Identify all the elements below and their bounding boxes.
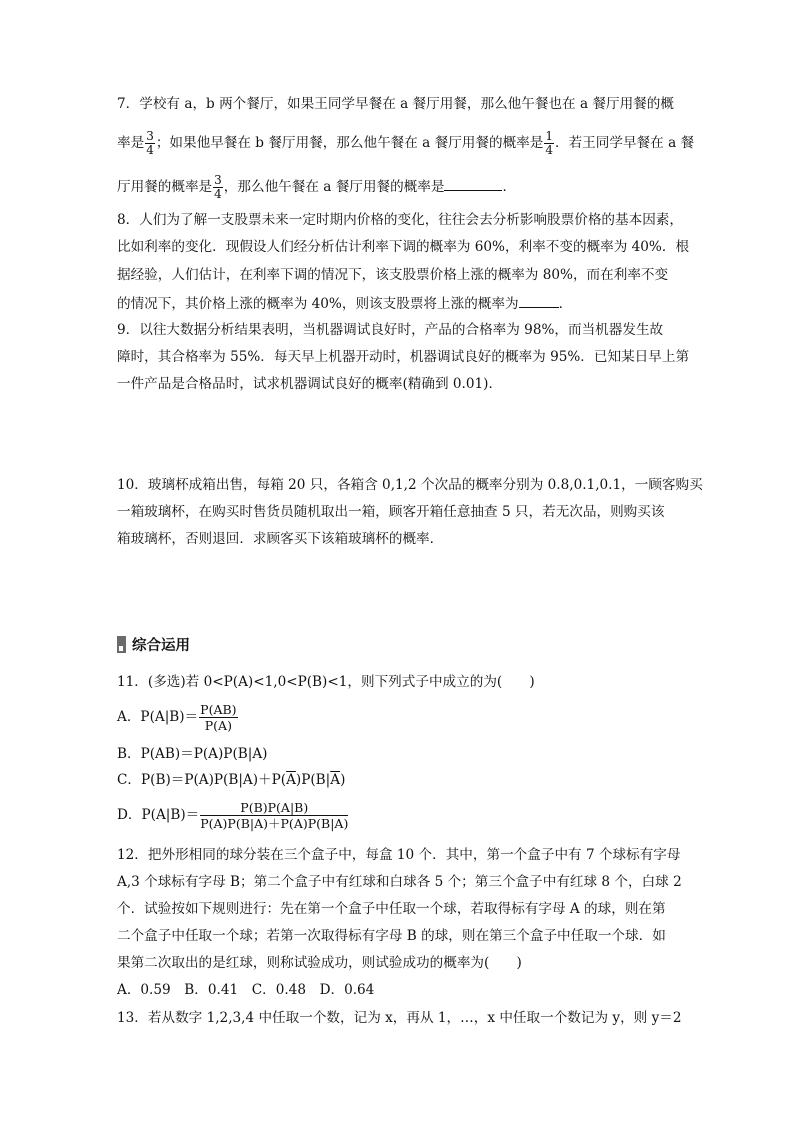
q8-text: ． bbox=[558, 296, 573, 312]
section-marker-icon bbox=[117, 636, 126, 653]
q12-options: A．0.59 B．0.41 C．0.48 D．0.64 bbox=[117, 982, 375, 998]
section-heading bbox=[117, 634, 190, 655]
fraction-3-4: $\frac{3}{4}$ bbox=[146, 129, 154, 157]
answer-blank bbox=[519, 293, 559, 308]
q7-line-2 bbox=[117, 130, 694, 157]
q7-text: ．若王同学早餐在 a 餐 bbox=[555, 135, 695, 151]
q8-line-3: 据经验，人们估计，在利率下调的情况下，该支股票价格上涨的概率为 80%，而在利率不变 bbox=[117, 267, 669, 283]
q11-stem: 11．(多选)若 0<P(A)<1,0<P(B)<1，则下列式子中成立的为( ) bbox=[117, 674, 535, 690]
q10-line-2: 一箱玻璃杯，在购买时售货员随机取出一箱，顾客开箱任意抽查 5 只，若无次品，则购买该 bbox=[117, 504, 665, 520]
answer-blank bbox=[444, 176, 502, 191]
q8-line-1: 8．人们为了解一支股票未来一定时期内价格的变化，往往会去分析影响股票价格的基本因素， bbox=[117, 212, 683, 228]
q8-line-2: 比如利率的变化．现假设人们经分析估计利率下调的概率为 60%，利率不变的概率为 40%．根 bbox=[117, 239, 690, 255]
q11-option-b: B．P(AB)＝P(A)P(B|A) bbox=[117, 746, 268, 762]
fraction: $\frac{P(B)P(A|B)}{P(A)P(B|A)+P(\overline{A})P(B|\overline{A})}$ bbox=[200, 800, 349, 831]
q9-line-2: 障时，其合格率为 55%．每天早上机器开动时，机器调试良好的概率为 95%．已知某日早上第 bbox=[117, 349, 690, 365]
q7-text: ；如果他早餐在 b 餐厅用餐，那么他午餐在 a 餐厅用餐的概率是 bbox=[155, 135, 544, 151]
q9-line-3: 一件产品是合格品时，试求机器调试良好的概率(精确到 0.01)． bbox=[117, 376, 503, 392]
q12-line-2: A,3 个球标有字母 B；第二个盒子中有红球和白球各 5 个；第三个盒子中有红球 8 个，白球 2 bbox=[117, 874, 682, 890]
q11-option-c: C．$P(B)=P(A)P(B|A)+P(\overline{A})P(B|\overline{A})$ bbox=[117, 772, 346, 788]
q11-option-a: A．P(A|B)＝ $\frac{P(AB)}{P(A)}$ bbox=[117, 702, 237, 733]
section-title: 综合运用 bbox=[132, 638, 190, 654]
q7-text: ． bbox=[502, 179, 517, 195]
q11-option-d: D．P(A|B)＝ $\frac{P(B)P(A|B)}{P(A)P(B|A)+P(\overline{A})P(B|\overline{A})}$ bbox=[117, 800, 349, 831]
q12-line-1: 12．把外形相同的球分装在三个盒子中，每盒 10 个．其中，第一个盒子中有 7 个球标有字母 bbox=[117, 847, 681, 863]
q7-line-3 bbox=[117, 174, 516, 201]
q9-line-1: 9．以往大数据分析结果表明，当机器调试良好时，产品的合格率为 98%，而当机器发生故 bbox=[117, 322, 664, 338]
q12-line-5: 果第二次取出的是红球，则称试验成功，则试验成功的概率为( ) bbox=[117, 955, 522, 971]
q7-text: ，那么他午餐在 a 餐厅用餐的概率是 bbox=[223, 179, 445, 195]
fraction: $\frac{P(AB)}{P(A)}$ bbox=[200, 702, 237, 733]
q7-line-1: 7．学校有 a，b 两个餐厅，如果王同学早餐在 a 餐厅用餐，那么他午餐也在 a 餐厅用餐的概 bbox=[117, 96, 674, 112]
fraction-1-4: $\frac{1}{4}$ bbox=[545, 129, 553, 157]
q8-line-4 bbox=[117, 293, 572, 314]
q10-line-3: 箱玻璃杯，否则退回．求顾客买下该箱玻璃杯的概率． bbox=[117, 531, 444, 547]
q12-line-4: 二个盒子中任取一个球；若第一次取得标有字母 B 的球，则在第三个盒子中任取一个球．如 bbox=[117, 928, 666, 944]
q13-line-1: 13．若从数字 1,2,3,4 中任取一个数，记为 x，再从 1，…，x 中任取一个数记为 y，则 y＝2 bbox=[117, 1010, 682, 1026]
q8-text: 的情况下，其价格上涨的概率为 40%，则该支股票将上涨的概率为 bbox=[117, 296, 519, 312]
fraction-3-4: $\frac{3}{4}$ bbox=[214, 173, 222, 201]
q10-line-1: 10．玻璃杯成箱出售，每箱 20 只，各箱含 0,1,2 个次品的概率分别为 0.8,0.1,0.1，一顾客购买 bbox=[117, 477, 703, 493]
q12-line-3: 个．试验按如下规则进行：先在第一个盒子中任取一个球，若取得标有字母 A 的球，则在第 bbox=[117, 901, 666, 917]
q7-text: 率是 bbox=[117, 135, 145, 151]
q7-text: 厅用餐的概率是 bbox=[117, 179, 213, 195]
